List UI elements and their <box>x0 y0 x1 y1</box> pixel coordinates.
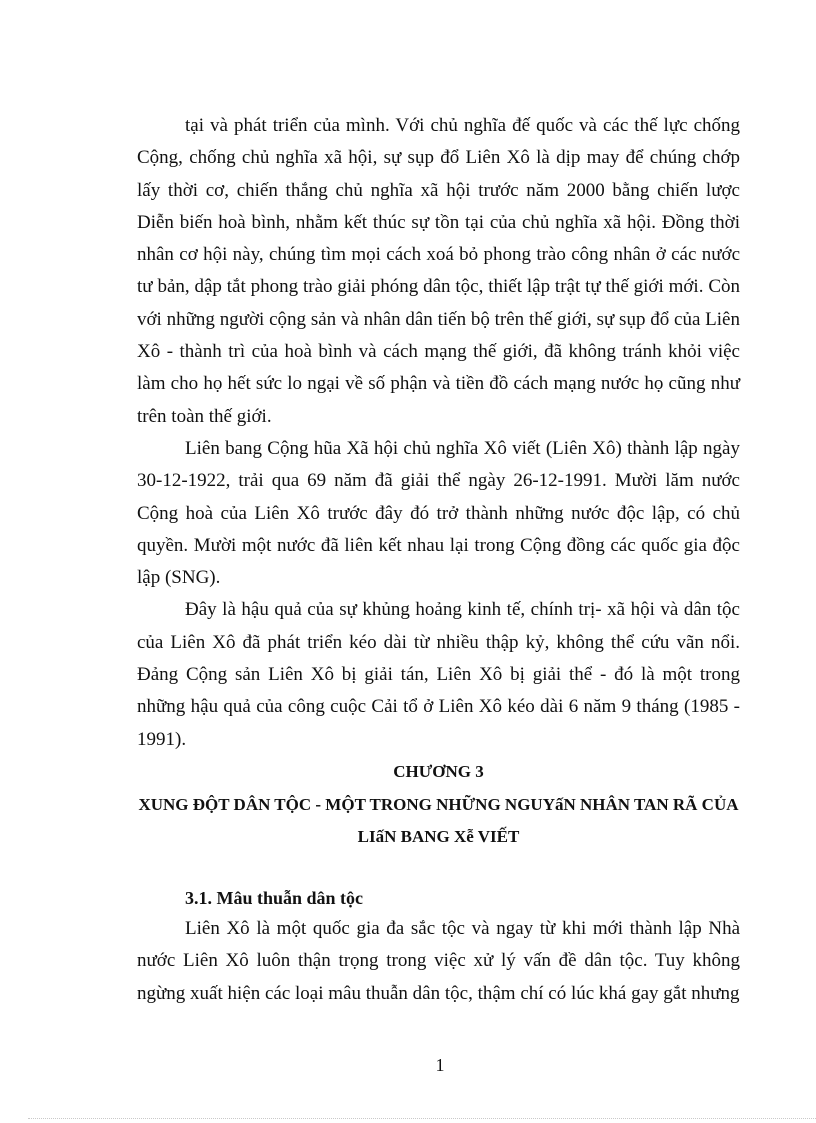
body-text-block <box>137 110 740 756</box>
paragraph-3: Đây là hậu quả của sự khủng hoảng kinh tế, chính trị- xã hội và dân tộc của Liên Xô đã phát triển kéo dài từ nhiều thập kỷ, không thể cứu vãn nổi. Đảng Cộng sản Liên Xô bị giải tán, Liên Xô bị giải thể - đó là một trong những hậu quả của công cuộc Cải tổ ở Liên Xô kéo dài 6 năm 9 tháng (1985 - 1991). <box>137 599 740 750</box>
chapter-title: XUNG ĐỘT DÂN TỘC - MỘT TRONG NHỮNG NGUYấN NHÂN TAN RÃ CỦA LIấN BANG Xễ VIẾT <box>138 795 739 846</box>
section-paragraph: Liên Xô là một quốc gia đa sắc tộc và ngay từ khi mới thành lập Nhà nước Liên Xô luôn thận trọng trong việc xử lý vấn đề dân tộc. Tuy không ngừng xuất hiện các loại mâu thuẫn dân tộc, thậm chí có lúc khá gay gắt nhưng <box>137 918 740 1004</box>
chapter-label: CHƯƠNG 3 <box>393 762 484 781</box>
page-bottom-divider <box>28 1118 816 1119</box>
page-number: 1 <box>435 1055 445 1075</box>
section-body <box>137 913 740 1010</box>
section-heading: 3.1. Mâu thuẫn dân tộc <box>185 888 364 908</box>
paragraph-1: tại và phát triển của mình. Với chủ nghĩa đế quốc và các thế lực chống Cộng, chống chủ nghĩa xã hội, sự sụp đổ Liên Xô là dịp may để chúng chớp lấy thời cơ, chiến thắng chủ nghĩa xã hội trước năm 2000 bằng chiến lược Diễn biến hoà bình, nhằm kết thúc sự tồn tại của chủ nghĩa xã hội. Đồng thời nhân cơ hội này, chúng tìm mọi cách xoá bỏ phong trào công nhân ở các nước tư bản, dập tắt phong trào giải phóng dân tộc, thiết lập trật tự thế giới mới. Còn với những người cộng sản và nhân dân tiến bộ trên thế giới, sự sụp đổ của Liên Xô - thành trì của hoà bình và cách mạng thế giới, đã không tránh khỏi việc làm cho họ hết sức lo ngại về số phận và tiền đồ cách mạng nước họ cũng như trên toàn thế giới. <box>137 115 740 427</box>
paragraph-2: Liên bang Cộng hũa Xã hội chủ nghĩa Xô viết (Liên Xô) thành lập ngày 30-12-1922, trải qua 69 năm đã giải thể ngày 26-12-1991. Mười lăm nước Cộng hoà của Liên Xô trước đây đó trở thành những nước độc lập, có chủ quyền. Mười một nước đã liên kết nhau lại trong Cộng đồng các quốc gia độc lập (SNG). <box>137 437 740 589</box>
